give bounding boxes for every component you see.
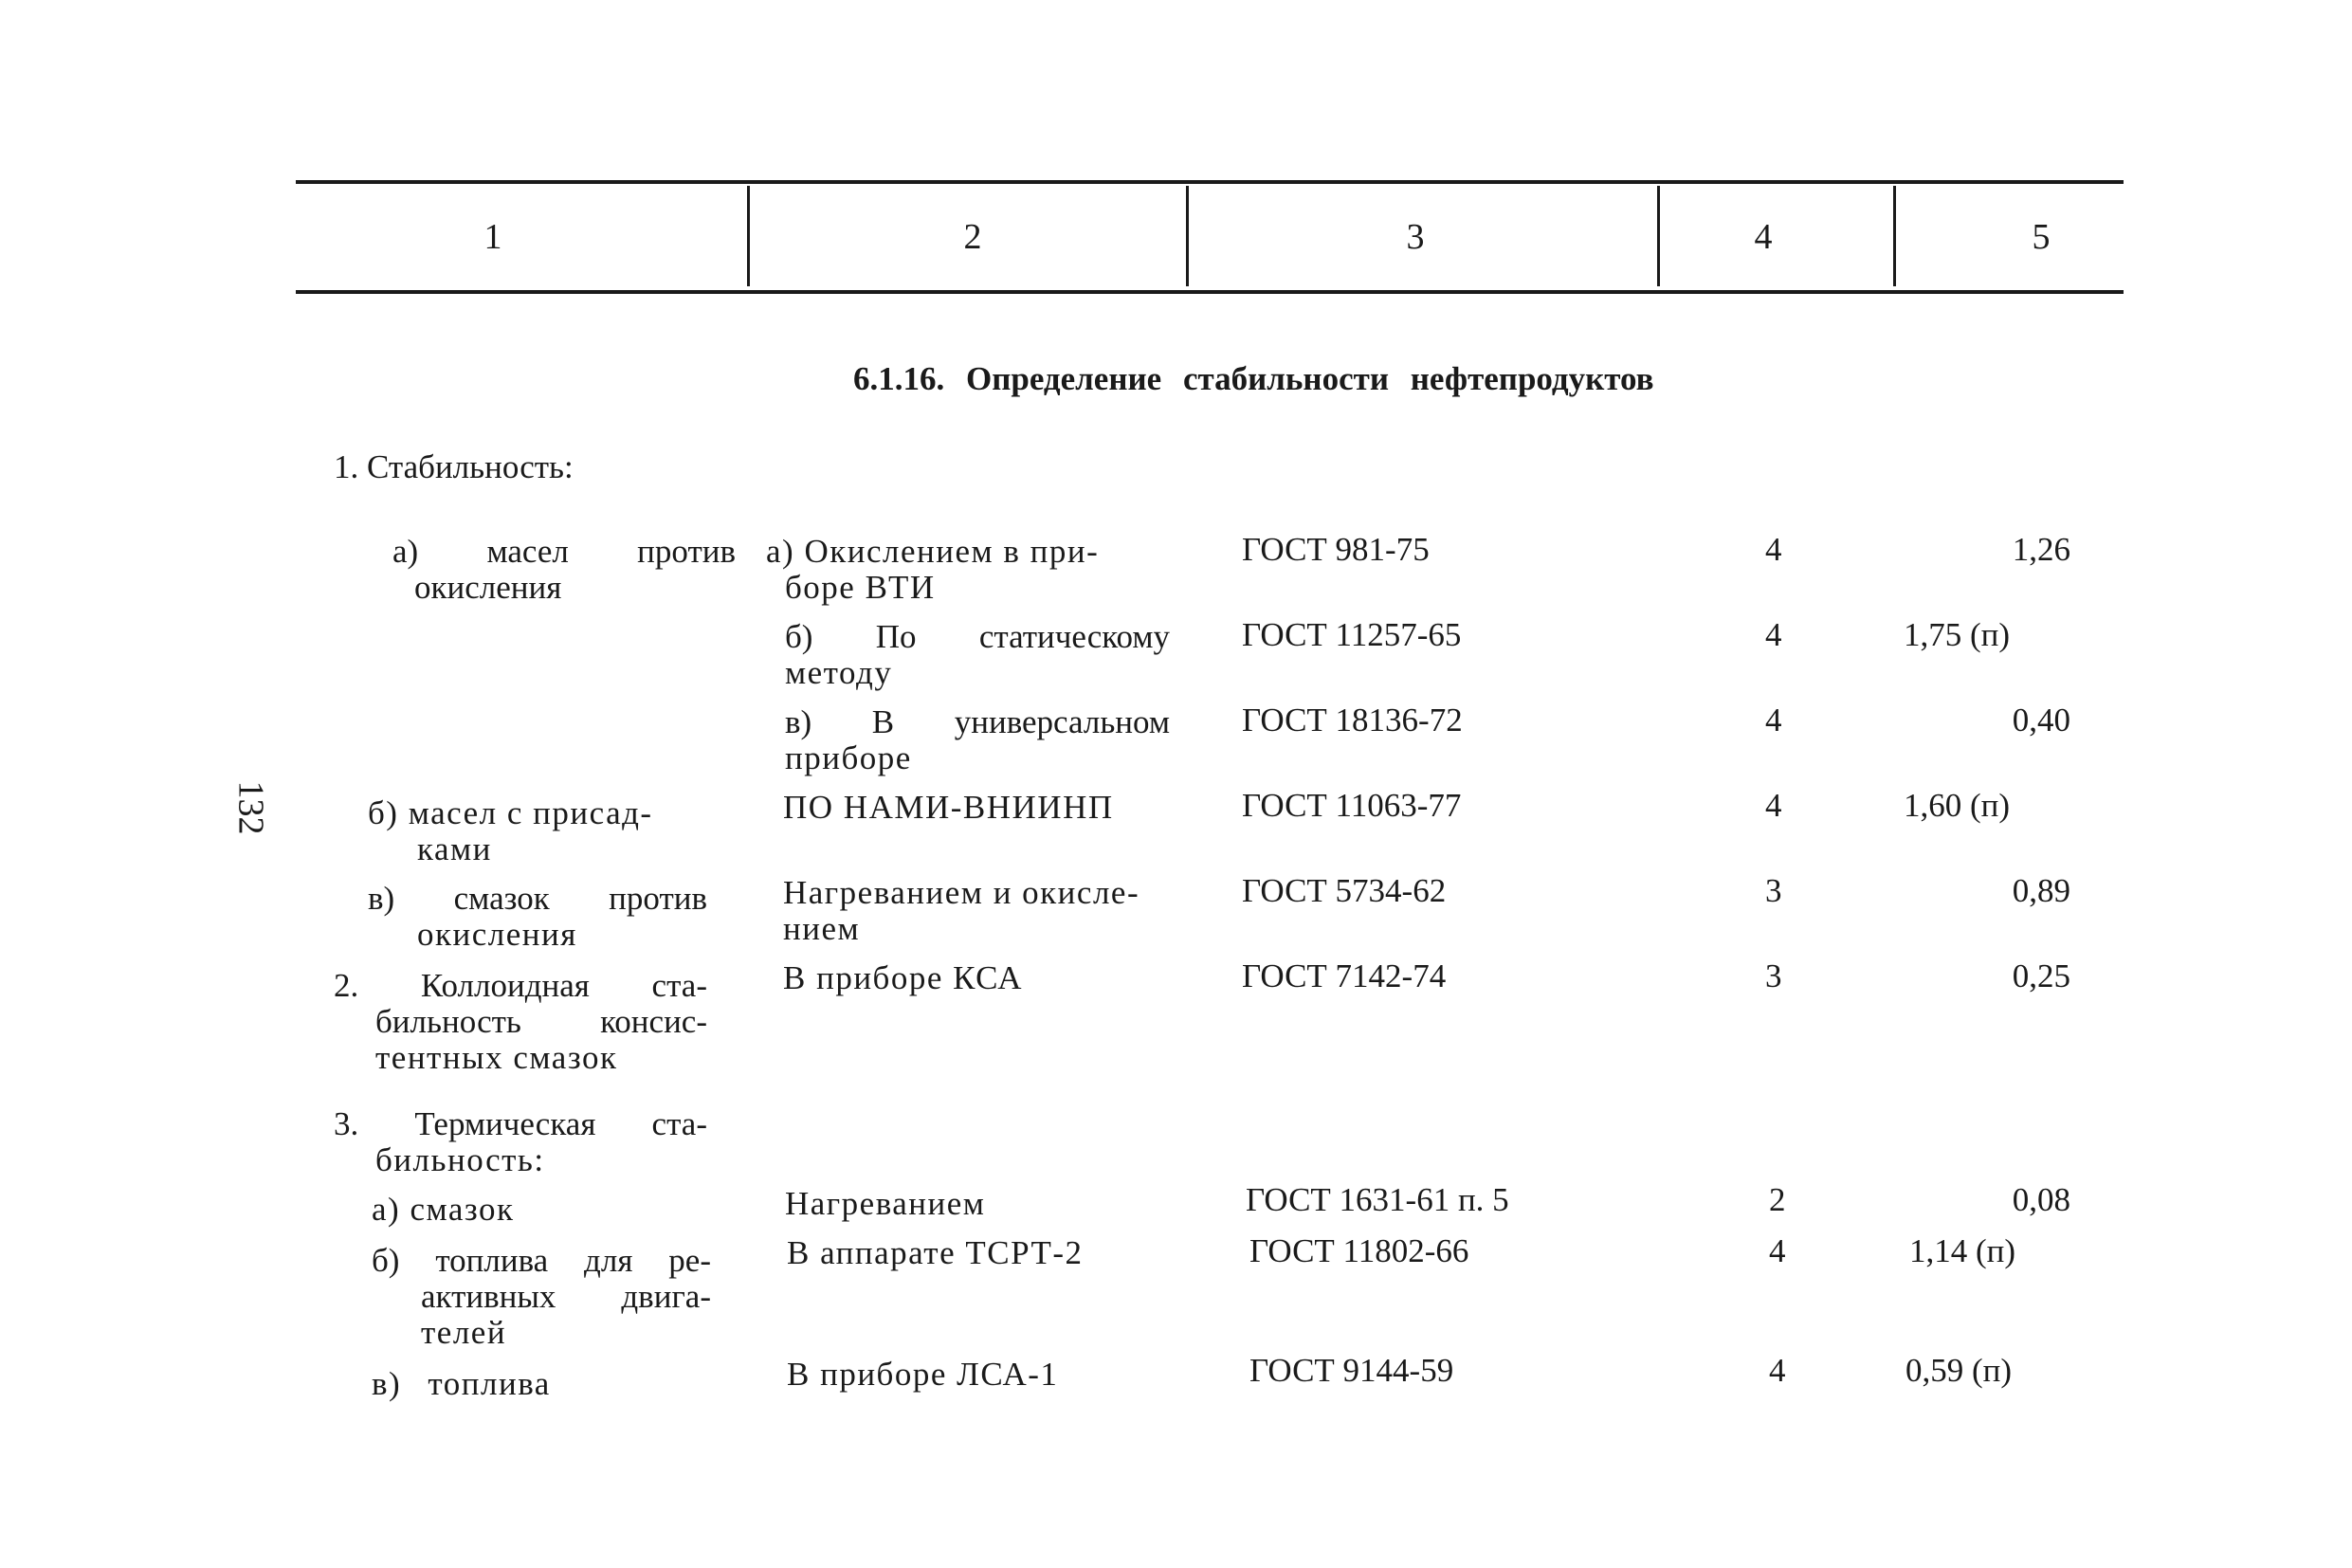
column-header-3: 3 (1406, 217, 1425, 257)
row-10-col4: 4 (1769, 1232, 1786, 1269)
row-6-method-line1: Нагреванием и окисле- (783, 874, 1140, 911)
column-divider-2 (1186, 186, 1189, 286)
row-2-name-line1: а) масел против (392, 533, 736, 570)
row-6-col5: 0,89 (2012, 872, 2070, 909)
table-header-rule (296, 290, 2124, 294)
row-11-standard: ГОСТ 9144-59 (1249, 1352, 1454, 1389)
row-9-name: а) смазок (372, 1191, 515, 1228)
row-2-method-line2: боре ВТИ (785, 569, 936, 606)
row-3-method-line2: методу (785, 654, 893, 691)
row-2-name-line2: окисления (414, 569, 562, 606)
row-11-name: в) топлива (372, 1365, 551, 1402)
row-9-standard: ГОСТ 1631-61 п. 5 (1246, 1181, 1509, 1218)
row-6-col4: 3 (1765, 872, 1782, 909)
row-10-col5: 1,14 (п) (1909, 1232, 2016, 1269)
row-9-col4: 2 (1769, 1181, 1786, 1218)
row-10-name-line2: активных двига- (421, 1278, 711, 1315)
row-11-col5: 0,59 (п) (1905, 1352, 2013, 1389)
column-divider-3 (1657, 186, 1660, 286)
column-divider-4 (1893, 186, 1896, 286)
row-8-name-line1: 3. Термическая ста- (334, 1105, 707, 1142)
row-2-method-line1: а) Окислением в при- (766, 533, 1100, 570)
row-6-method-line2: нием (783, 910, 861, 947)
row-5-col4: 4 (1765, 787, 1782, 824)
row-4-method-line1: в) В универсальном (785, 703, 1170, 740)
column-header-2: 2 (963, 217, 982, 257)
row-10-standard: ГОСТ 11802-66 (1249, 1232, 1469, 1269)
table-top-rule (296, 180, 2124, 184)
row-7-standard: ГОСТ 7142-74 (1242, 957, 1447, 994)
row-10-name-line1: б) топлива для ре- (372, 1242, 711, 1279)
column-header-1: 1 (483, 217, 502, 257)
column-divider-1 (747, 186, 750, 286)
row-5-col5: 1,60 (п) (1904, 787, 2011, 824)
row-7-col5: 0,25 (2012, 957, 2070, 994)
row-4-col5: 0,40 (2012, 702, 2070, 738)
row-9-col5: 0,08 (2012, 1181, 2070, 1218)
section-title: 6.1.16. Определение стабильности нефтепродуктов (853, 360, 1654, 397)
row-3-method-line1: б) По статическому (785, 618, 1170, 655)
row-6-name-line1: в) смазок против (368, 880, 707, 917)
row-4-method-line2: приборе (785, 739, 912, 776)
column-header-5: 5 (2032, 217, 2051, 257)
row-5-name-line1: б) масел с присад- (368, 794, 653, 831)
row-10-name-line3: телей (421, 1314, 507, 1351)
row-5-standard: ГОСТ 11063-77 (1242, 787, 1462, 824)
row-7-name-line2: бильность консис- (375, 1003, 707, 1040)
row-8-name-line2: бильность: (375, 1141, 545, 1178)
page-number: 132 (230, 780, 271, 835)
row-6-name-line2: окисления (417, 916, 577, 953)
row-11-method: В приборе ЛСА-1 (787, 1356, 1059, 1393)
row-5-name-line2: ками (417, 830, 492, 867)
row-9-method: Нагреванием (785, 1185, 986, 1222)
row-7-name-line3: тентных смазок (375, 1039, 618, 1076)
row-2-standard: ГОСТ 981-75 (1242, 531, 1430, 568)
row-4-col4: 4 (1765, 702, 1782, 738)
row-7-name-line1: 2. Коллоидная ста- (334, 967, 707, 1004)
row-4-standard: ГОСТ 18136-72 (1242, 702, 1463, 738)
row-3-col4: 4 (1765, 616, 1782, 653)
column-header-4: 4 (1754, 217, 1773, 257)
row-10-method: В аппарате ТСРТ-2 (787, 1234, 1084, 1271)
row-6-standard: ГОСТ 5734-62 (1242, 872, 1447, 909)
row-3-standard: ГОСТ 11257-65 (1242, 616, 1462, 653)
row-11-col4: 4 (1769, 1352, 1786, 1389)
row-3-col5: 1,75 (п) (1904, 616, 2011, 653)
row-5-method: ПО НАМИ-ВНИИНП (783, 789, 1114, 826)
row-7-col4: 3 (1765, 957, 1782, 994)
row-2-col5: 1,26 (2012, 531, 2070, 568)
row-7-method: В приборе КСА (783, 959, 1023, 996)
row-2-col4: 4 (1765, 531, 1782, 568)
row-1-name: 1. Стабильность: (334, 448, 574, 485)
